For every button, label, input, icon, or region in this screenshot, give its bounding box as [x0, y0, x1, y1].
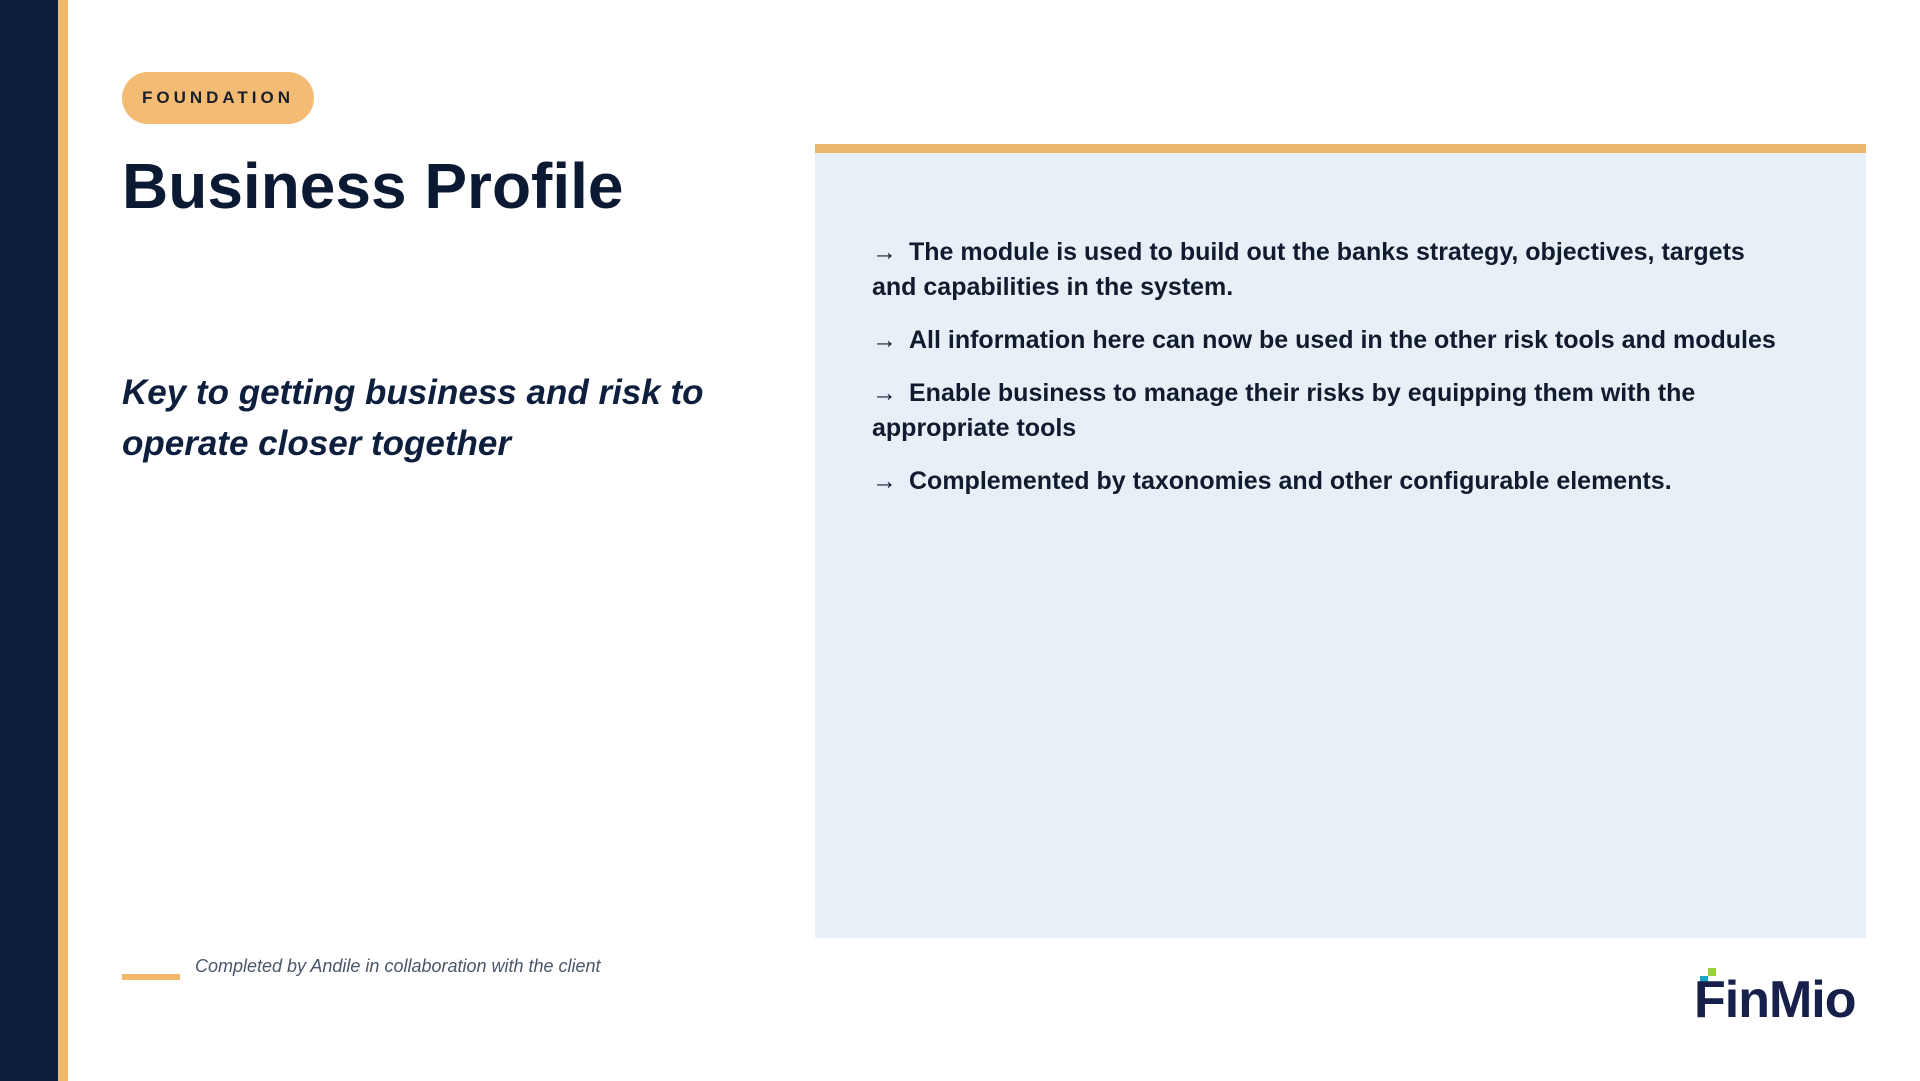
bullet-text: All information here can now be used in the other risk tools and modules [909, 326, 1776, 354]
arrow-right-icon: → [872, 238, 897, 266]
bullet-item-4 [872, 464, 1796, 499]
finmio-logo [1680, 962, 1870, 1032]
left-gold-rail [58, 0, 68, 1081]
bullet-item-2 [872, 323, 1796, 358]
footer-credit: Completed by Andile in collaboration with the client [195, 956, 601, 976]
foundation-tag: FOUNDATION [122, 72, 314, 124]
footer-accent-line [122, 974, 180, 980]
slide-title: Business Profile [122, 150, 624, 222]
bullet-text: Enable business to manage their risks by equipping them with the appropriate tools [872, 379, 1696, 442]
content-panel [815, 144, 1866, 938]
arrow-right-icon: → [872, 379, 897, 407]
arrow-right-icon: → [872, 326, 897, 354]
bullet-text: The module is used to build out the banks strategy, objectives, targets and capabilities in the system. [872, 238, 1745, 301]
bullet-item-3 [872, 376, 1796, 446]
bullet-list [815, 153, 1866, 499]
bullet-item-1 [872, 235, 1796, 305]
logo-wordmark: FinMio [1694, 971, 1856, 1029]
left-navy-rail [0, 0, 58, 1081]
bullet-text: Complemented by taxonomies and other configurable elements. [909, 467, 1672, 495]
arrow-right-icon: → [872, 467, 897, 495]
slide-subtitle: Key to getting business and risk to operate closer together [122, 373, 704, 463]
